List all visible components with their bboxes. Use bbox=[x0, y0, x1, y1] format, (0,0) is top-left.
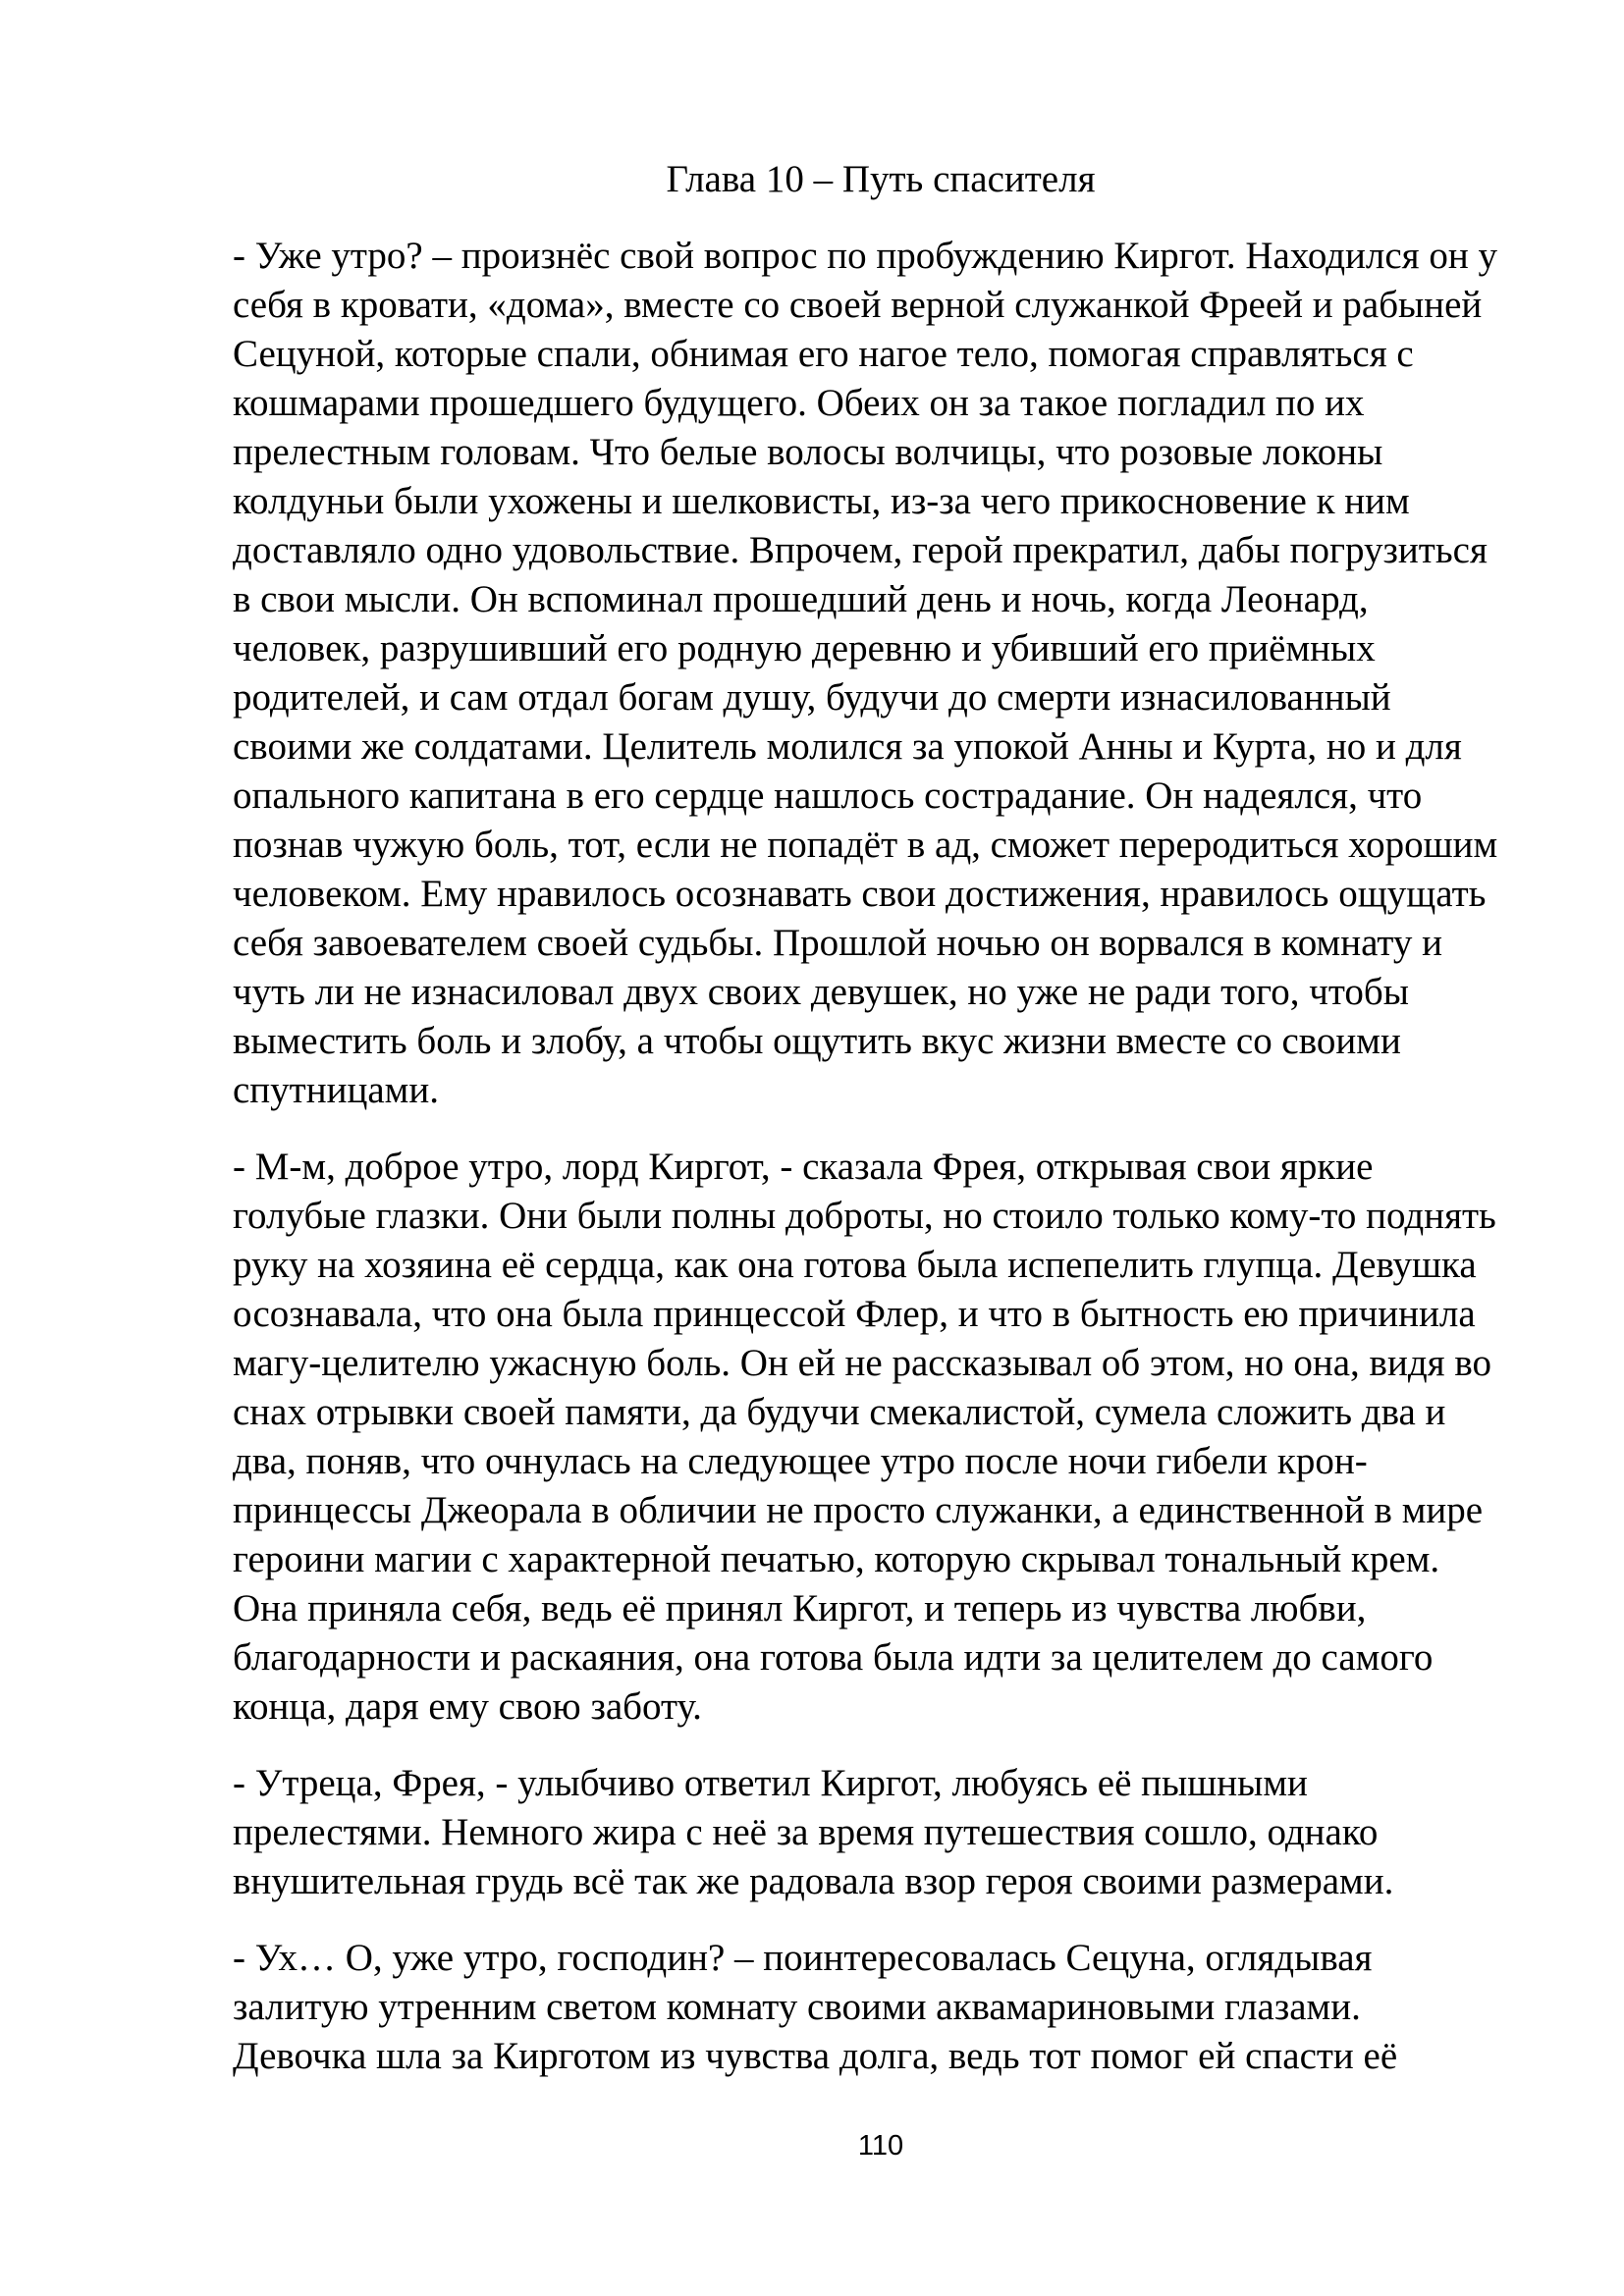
text-line: опального капитана в его сердце нашлось сострадание. Он надеялся, что bbox=[233, 774, 1423, 817]
text-line: человек, разрушивший его родную деревню и убивший его приёмных bbox=[233, 627, 1376, 669]
text-line: Девочка шла за Кирготом из чувства долга, ведь тот помог ей спасти её bbox=[233, 2035, 1398, 2077]
page-number: 110 bbox=[857, 2130, 904, 2162]
text-line: - Уже утро? – произнёс свой вопрос по пробуждению Киргот. Находился он у bbox=[233, 235, 1497, 277]
text-line: два, поняв, что очнулась на следующее утро после ночи гибели крон- bbox=[233, 1440, 1368, 1482]
paragraph bbox=[233, 232, 1529, 1115]
text-line: прелестями. Немного жира с неё за время путешествия сошло, однако bbox=[233, 1811, 1379, 1853]
text-line: Сецуной, которые спали, обнимая его нагое тело, помогая справляться с bbox=[233, 333, 1414, 375]
paragraph bbox=[233, 1934, 1529, 2081]
text-line: себя в кровати, «дома», вместе со своей верной служанкой Фреей и рабыней bbox=[233, 284, 1483, 326]
text-line: спутницами. bbox=[233, 1069, 439, 1111]
text-line: чуть ли не изнасиловал двух своих девушек, но уже не ради того, чтобы bbox=[233, 971, 1409, 1013]
text-line: себя завоевателем своей судьбы. Прошлой ночью он ворвался в комнату и bbox=[233, 922, 1443, 964]
text-line: залитую утренним светом комнату своими аквамариновыми глазами. bbox=[233, 1986, 1361, 2028]
text-line: колдуньи были ухожены и шелковисты, из-за чего прикосновение к ним bbox=[233, 480, 1410, 522]
text-line: героини магии с характерной печатью, которую скрывал тональный крем. bbox=[233, 1538, 1440, 1580]
text-line: в свои мысли. Он вспоминал прошедший день и ночь, когда Леонард, bbox=[233, 578, 1369, 620]
text-line: доставляло одно удовольствие. Впрочем, герой прекратил, дабы погрузиться bbox=[233, 529, 1488, 571]
text-line: выместить боль и злобу, а чтобы ощутить вкус жизни вместе со своими bbox=[233, 1020, 1401, 1062]
text-line: - М-м, доброе утро, лорд Киргот, - сказала Фрея, открывая свои яркие bbox=[233, 1146, 1374, 1188]
text-line: Она приняла себя, ведь её принял Киргот, и теперь из чувства любви, bbox=[233, 1587, 1367, 1629]
text-line: познав чужую боль, тот, если не попадёт в ад, сможет переродиться хорошим bbox=[233, 824, 1498, 866]
text-line: конца, даря ему свою заботу. bbox=[233, 1685, 702, 1728]
text-line: принцессы Джеорала в обличии не просто служанки, а единственной в мире bbox=[233, 1489, 1484, 1531]
text-line: своими же солдатами. Целитель молился за упокой Анны и Курта, но и для bbox=[233, 725, 1462, 768]
text-line: прелестным головам. Что белые волосы волчицы, что розовые локоны bbox=[233, 431, 1383, 473]
text-line: благодарности и раскаяния, она готова была идти за целителем до самого bbox=[233, 1636, 1434, 1679]
text-column bbox=[233, 155, 1529, 2109]
text-line: магу-целителю ужасную боль. Он ей не рассказывал об этом, но она, видя во bbox=[233, 1342, 1491, 1384]
paragraph bbox=[233, 1759, 1529, 1906]
text-line: - Утреца, Фрея, - улыбчиво ответил Киргот, любуясь её пышными bbox=[233, 1762, 1308, 1804]
text-line: внушительная грудь всё так же радовала взор героя своими размерами. bbox=[233, 1860, 1394, 1902]
text-line: родителей, и сам отдал богам душу, будучи до смерти изнасилованный bbox=[233, 676, 1391, 719]
text-line: голубые глазки. Они были полны доброты, но стоило только кому-то поднять bbox=[233, 1195, 1496, 1237]
paragraph bbox=[233, 1143, 1529, 1732]
text-line: - Ух… О, уже утро, господин? – поинтересовалась Сецуна, оглядывая bbox=[233, 1937, 1373, 1979]
text-line: кошмарами прошедшего будущего. Обеих он за такое погладил по их bbox=[233, 382, 1365, 424]
text-line: снах отрывки своей памяти, да будучи смекалистой, сумела сложить два и bbox=[233, 1391, 1446, 1433]
text-line: руку на хозяина её сердца, как она готова была испепелить глупца. Девушка bbox=[233, 1244, 1477, 1286]
chapter-title: Глава 10 – Путь спасителя bbox=[666, 158, 1096, 200]
text-line: осознавала, что она была принцессой Флер, и что в бытность ею причинила bbox=[233, 1293, 1476, 1335]
text-line: человеком. Ему нравилось осознавать свои достижения, нравилось ощущать bbox=[233, 873, 1487, 915]
